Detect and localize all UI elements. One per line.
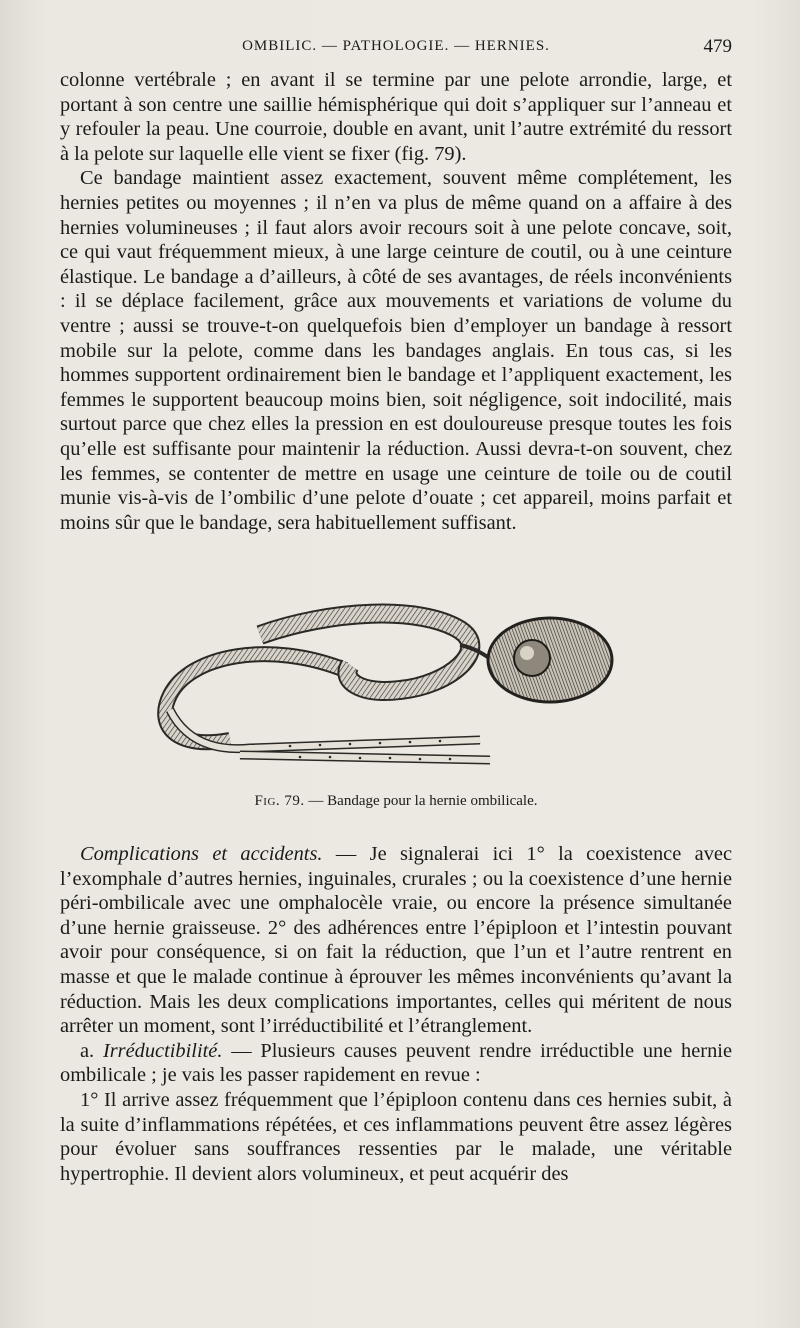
paragraph-irreductibilite [60, 1039, 732, 1088]
paragraph-continuation: colonne vertébrale ; en avant il se termine par une pelote arrondie, large, et portant à son centre une saillie hémisphérique qui doit s’appliquer sur l’anneau et y refouler la peau. Une courroie, double en avant, unit l’autre extrémité du ressort à la pelote sur laquelle elle vient se fixer (fig. 79). [60, 69, 732, 165]
section-letter: a. [80, 1039, 103, 1062]
paragraph-complications [60, 842, 732, 1039]
figure-bandage-illustration [150, 600, 630, 790]
running-head [60, 36, 732, 60]
bandage-engraving [150, 600, 630, 790]
paragraph-epiploon: 1° Il arrive assez fréquemment que l’épiploon contenu dans ces hernies subit, à la suite d’inflammations répétées, et ces inflammations peuvent être assez légères pour évoluer sans souffrances ressenties par le malade, une véritable hypertrophie. Il devient alors volumineux, et peut acquérir des [60, 1088, 732, 1185]
figure-caption [60, 793, 732, 810]
page-number: 479 [703, 36, 732, 57]
text-block-top [60, 68, 732, 535]
irreductibilite-text: — Plusieurs causes peuvent rendre irréductible une hernie ombilicale ; je vais les passer rapidement en revue : [60, 1039, 732, 1087]
heading-irreductibilite: Irréductibilité. [102, 1039, 223, 1062]
text-block-bottom [60, 842, 732, 1186]
complications-text: — Je signalerai ici 1° la coexistence avec l’exomphale d’autres hernies, inguinales, crurales ; ou la coexistence d’une hernie péri-ombilicale avec une omphalocèle vraie, ou encore la présence simultanée d’une hernie graisseuse. 2° des adhérences entre l’épiploon et l’intestin pouvant avoir pour conséquence, si on fait la réduction, que l’un et l’autre rentrent en masse et que le malade continue à éprouver les mêmes inconvénients qu’avant la réduction. Mais les deux complications importantes, celles qui méritent de nous arrêter un moment, sont l’irréductibilité et l’étranglement. [60, 843, 732, 1038]
paragraph-bandage-effects: Ce bandage maintient assez exactement, souvent même complétement, les hernies petites ou moyennes ; il n’en va plus de même quand on a affaire à des hernies volumineuses ; il faut alors avoir recours soit à une pelote concave, soit, ce qui vaut fréquemment mieux, à une large ceinture de coutil, ou à une ceinture élastique. Le bandage a d’ailleurs, à côté de ses avantages, de réels inconvénients : il se déplace facilement, grâce aux mouvements et variations de volume du ventre ; aussi se trouve-t-on quelquefois bien d’employer un bandage à ressort mobile sur la pelote, comme dans les bandages anglais. En tous cas, si les hommes supportent ordinairement bien le bandage et l’appliquent exactement, les femmes le supportent beaucoup moins bien, soit négligence, soit indocilité, mais surtout parce que chez elles la pression en est douloureuse presque toutes les fois qu’elle est suffisante pour maintenir la réduction. Aussi devra-t-on souvent, chez les femmes, se contenter de mettre en usage une ceinture de toile ou de coutil munie vis-à-vis de l’ombilic d’une pelote d’ouate ; cet appareil, moins parfait et moins sûr que le bandage, sera habituellement suffisant. [60, 167, 732, 534]
pad-boss [514, 640, 550, 676]
heading-complications: Complications et accidents. [80, 843, 323, 865]
figure-caption-text: — Bandage pour la hernie ombilicale. [308, 793, 538, 809]
figure-label: Fig. 79. [254, 793, 305, 809]
running-head-title: OMBILIC. — PATHOLOGIE. — HERNIES. [242, 38, 550, 54]
